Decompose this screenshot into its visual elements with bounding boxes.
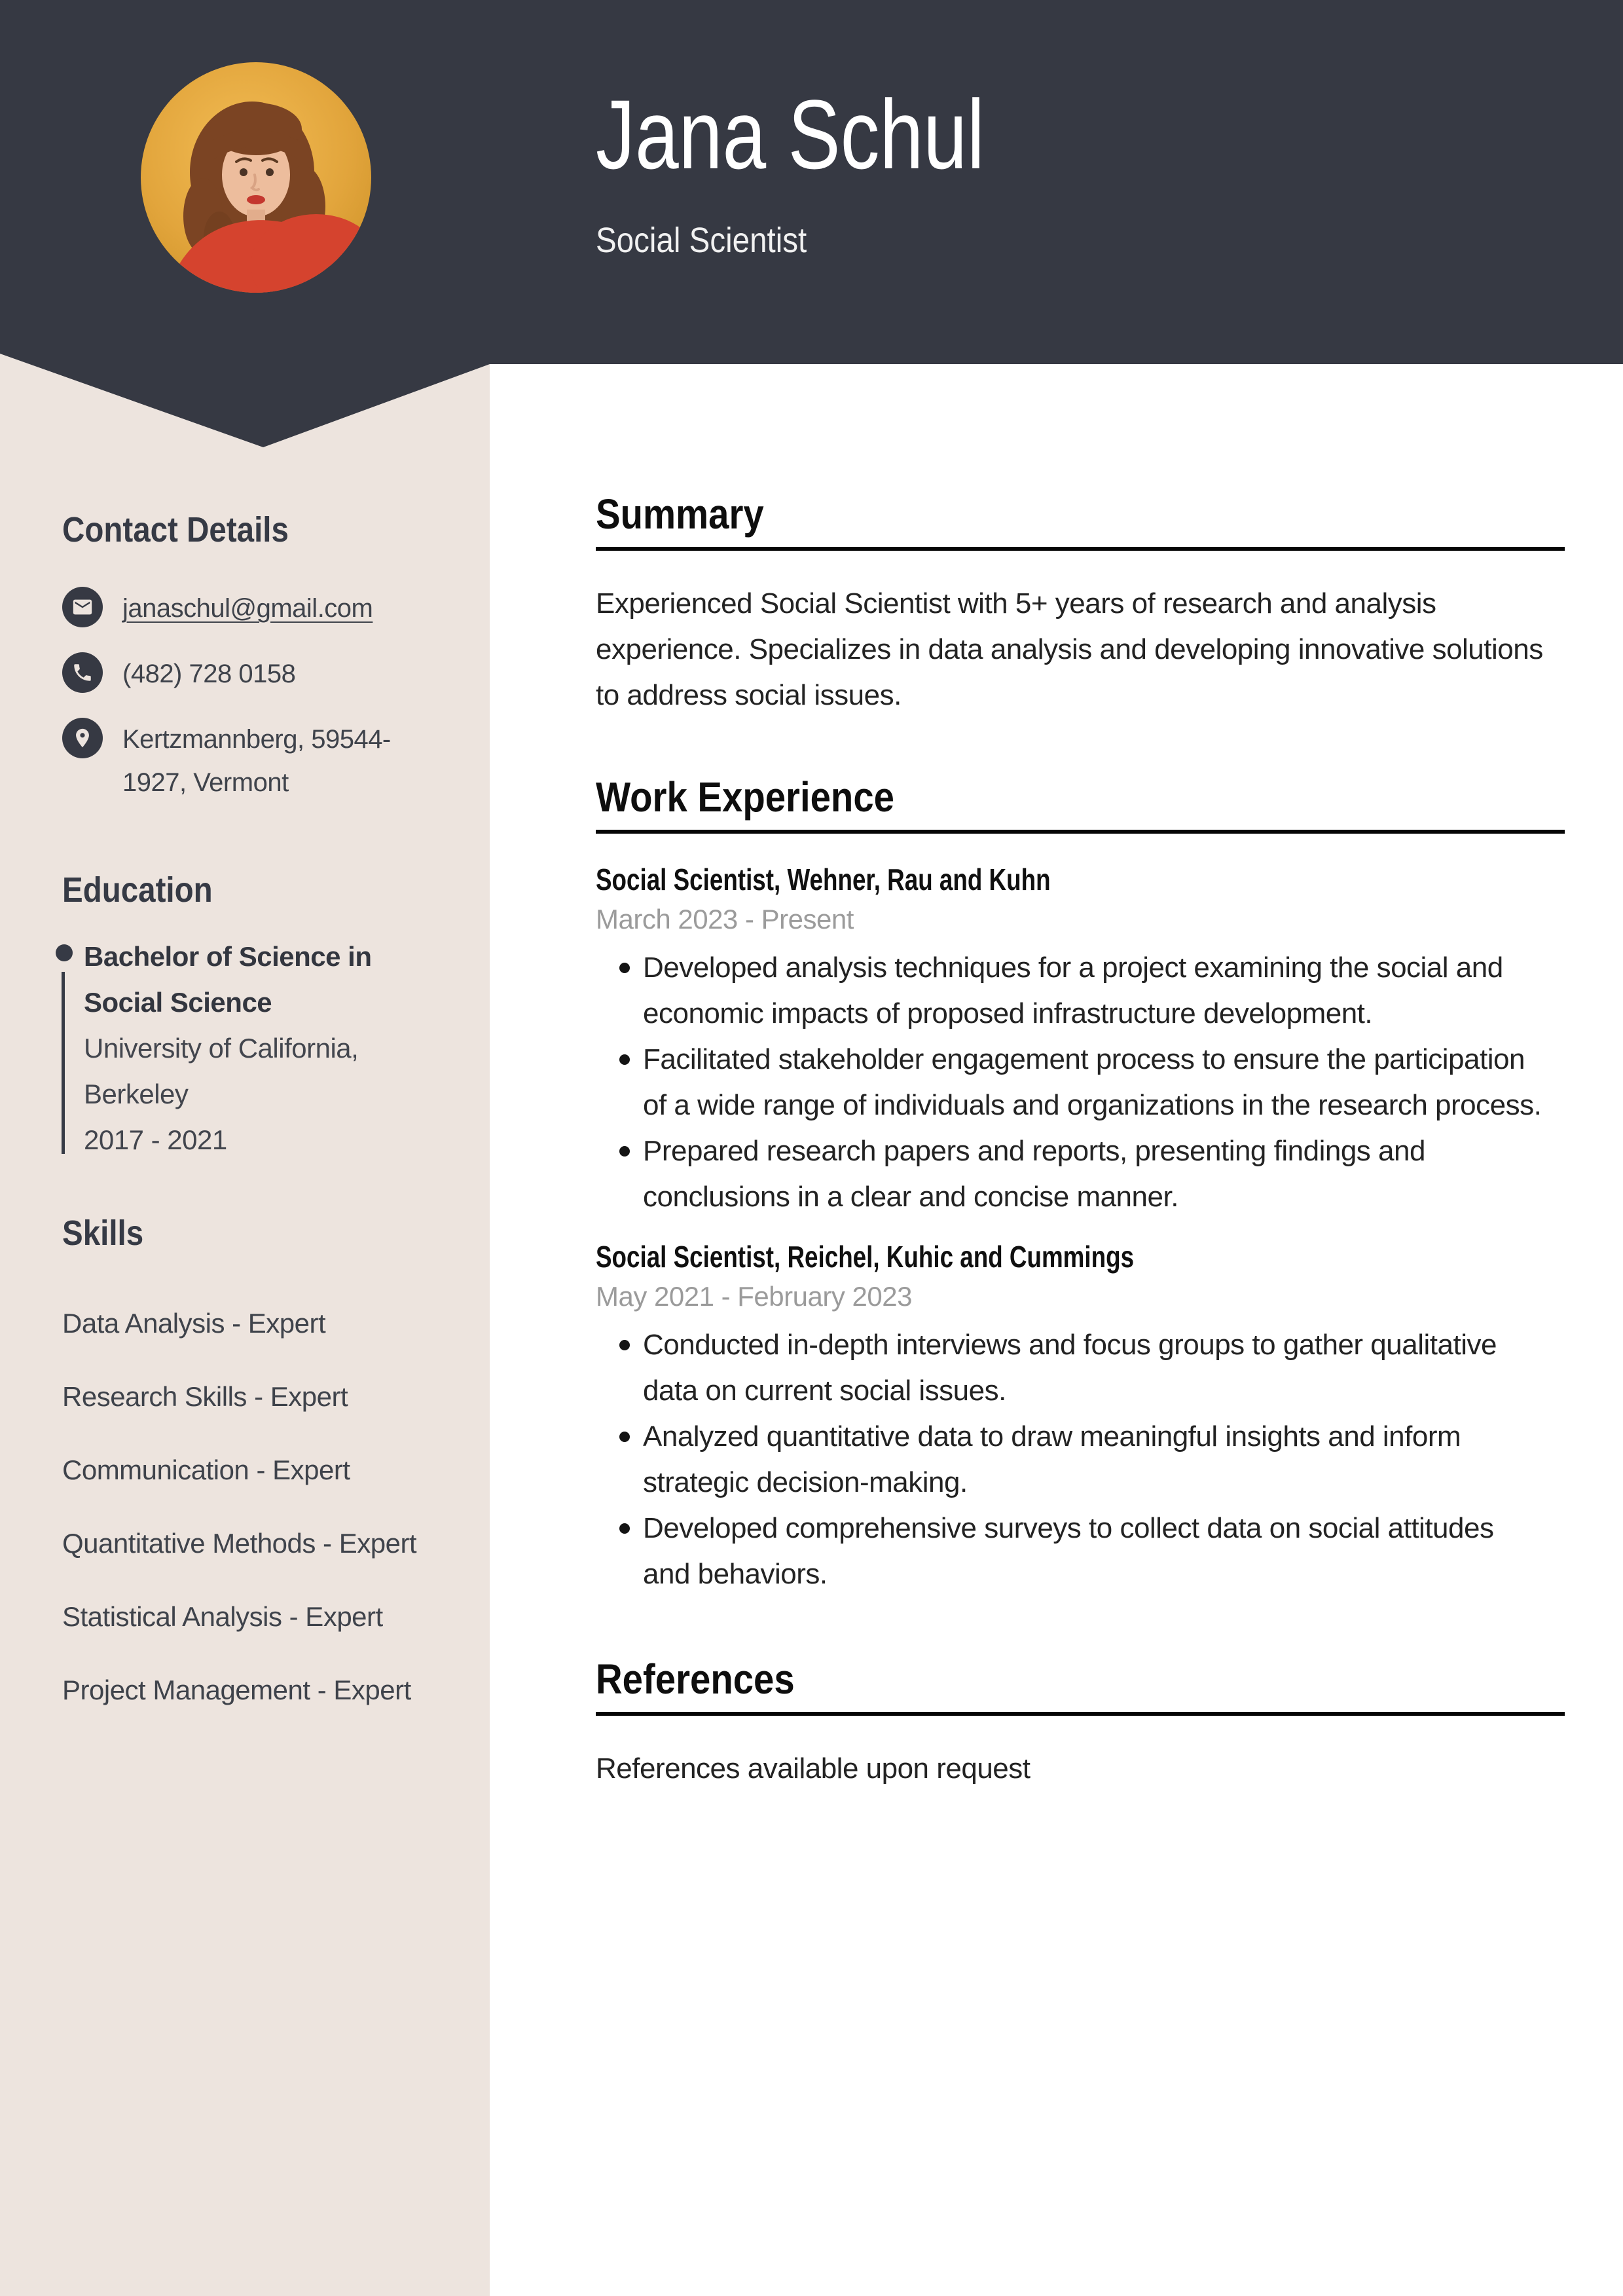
- job-entry: [596, 861, 1565, 1220]
- job-title: Social Scientist, Reichel, Kuhic and Cummings: [596, 1240, 1135, 1274]
- references-section: [596, 1653, 1565, 1792]
- education-entry: [62, 934, 442, 1163]
- job-title: Social Scientist, Wehner, Rau and Kuhn: [596, 862, 1051, 897]
- profile-photo: [141, 62, 371, 293]
- contact-row-address: [62, 718, 442, 804]
- contact-row-email: [62, 587, 442, 630]
- job-bullet: Conducted in-depth interviews and focus groups to gather qualitative data on current social issues.: [596, 1322, 1545, 1414]
- skill-item: Quantitative Methods - Expert: [62, 1528, 417, 1559]
- summary-section: [596, 488, 1565, 718]
- contact-section-heading: Contact Details: [62, 510, 289, 549]
- work-experience-heading: Work Experience: [596, 773, 894, 821]
- phone-icon: [62, 652, 103, 693]
- skills-list: [62, 1301, 442, 1713]
- job-bullet: Analyzed quantitative data to draw meaningful insights and inform strategic decision-making.: [596, 1414, 1545, 1506]
- address: Kertzmannberg, 59544-1927, Vermont: [122, 725, 391, 797]
- references-heading: References: [596, 1656, 795, 1703]
- job-entry: [596, 1238, 1565, 1597]
- skill-item: Statistical Analysis - Expert: [62, 1601, 383, 1632]
- section-divider: [596, 1712, 1565, 1716]
- job-dates: May 2021 - February 2023: [596, 1281, 912, 1312]
- job-bullet-list: [596, 1322, 1565, 1597]
- page-title: [596, 79, 1564, 189]
- email-icon: [62, 587, 103, 627]
- references-text: References available upon request: [596, 1752, 1030, 1785]
- sidebar: [62, 509, 442, 1741]
- candidate-name: Jana Schul: [596, 79, 985, 189]
- section-divider: [596, 830, 1565, 834]
- contact-row-phone: [62, 652, 442, 695]
- job-bullet: Facilitated stakeholder engagement process to ensure the participation of a wide range of individuals and organizations in the research process.: [596, 1037, 1545, 1128]
- candidate-title: Social Scientist: [596, 221, 807, 260]
- job-dates: March 2023 - Present: [596, 904, 854, 935]
- phone-number: (482) 728 0158: [122, 659, 296, 688]
- education-degree: Bachelor of Science in Social Science: [84, 941, 372, 1018]
- main-column: [596, 488, 1565, 1792]
- location-pin-icon: [62, 718, 103, 758]
- work-experience-section: [596, 771, 1565, 1597]
- skill-item: Project Management - Expert: [62, 1675, 411, 1705]
- header: [596, 79, 1564, 261]
- education-section-heading: Education: [62, 870, 213, 910]
- job-bullet: Developed comprehensive surveys to collect data on social attitudes and behaviors.: [596, 1506, 1545, 1597]
- contact-list: [62, 587, 442, 804]
- section-divider: [596, 547, 1565, 551]
- education-school: University of California, Berkeley: [84, 1033, 359, 1109]
- summary-text: Experienced Social Scientist with 5+ years of research and analysis experience. Specializes in data analysis and developing innovative solutions to address social issues.: [596, 587, 1543, 711]
- skill-item: Communication - Expert: [62, 1454, 350, 1485]
- job-bullet: Developed analysis techniques for a project examining the social and economic impacts of proposed infrastructure development.: [596, 945, 1545, 1037]
- skills-section-heading: Skills: [62, 1213, 144, 1253]
- education-dates: 2017 - 2021: [84, 1124, 227, 1155]
- job-bullet-list: [596, 945, 1565, 1220]
- profile-photo-illustration: [141, 62, 371, 293]
- email-link[interactable]: janaschul@gmail.com: [122, 594, 373, 623]
- summary-heading: Summary: [596, 491, 764, 538]
- skill-item: Research Skills - Expert: [62, 1381, 348, 1412]
- skill-item: Data Analysis - Expert: [62, 1308, 326, 1339]
- job-bullet: Prepared research papers and reports, presenting findings and conclusions in a clear and concise manner.: [596, 1128, 1545, 1220]
